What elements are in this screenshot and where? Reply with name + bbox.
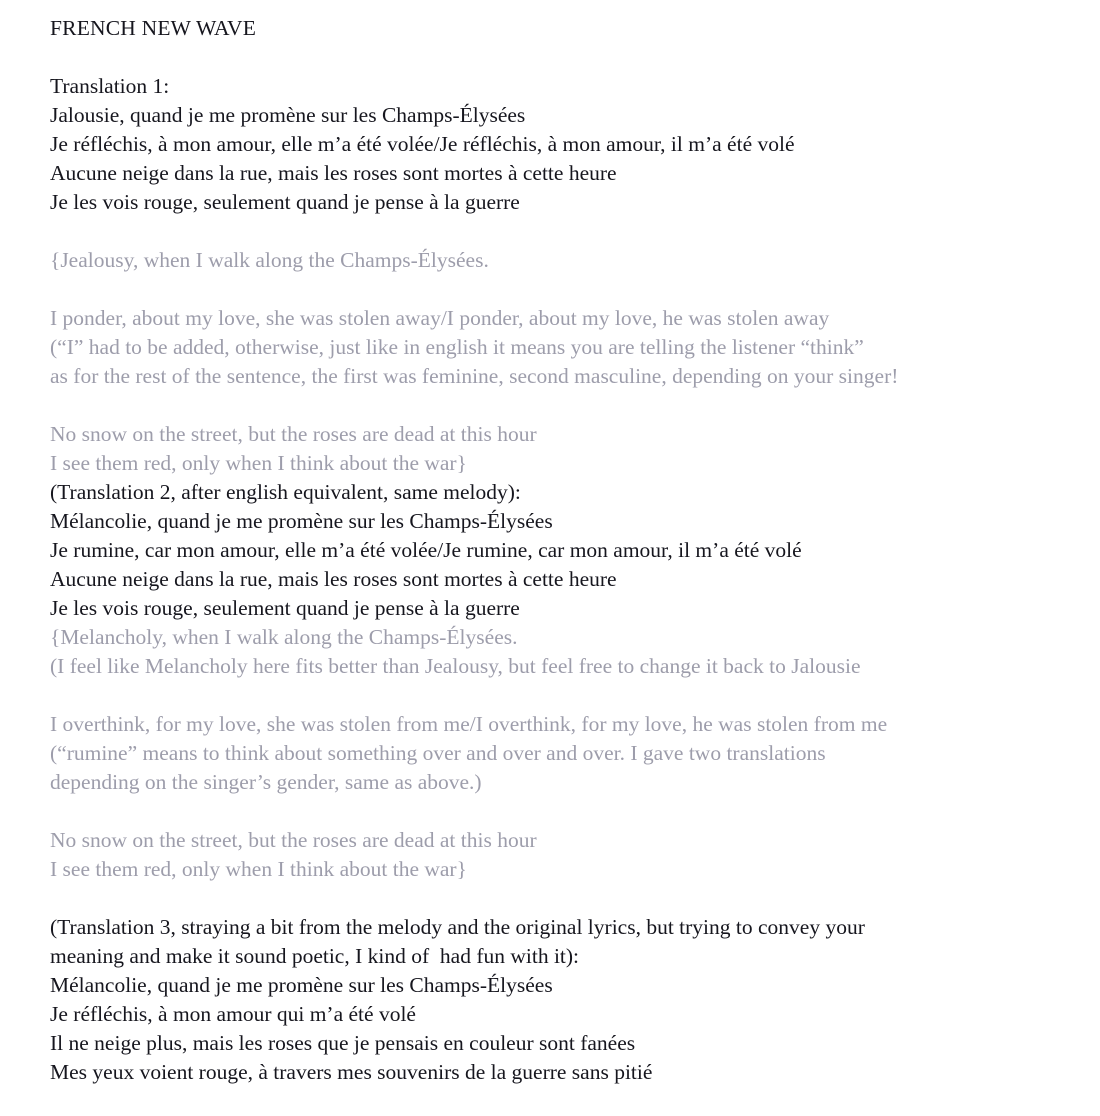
text-line: I see them red, only when I think about the war}: [50, 451, 467, 475]
text-line: (“rumine” means to think about something over and over and over. I gave two translations: [50, 741, 826, 765]
text-line: I see them red, only when I think about the war}: [50, 857, 467, 881]
text-block-translation-1-gloss-ponder: [50, 304, 1070, 391]
text-line: (Translation 3, straying a bit from the melody and the original lyrics, but trying to convey your: [50, 915, 865, 939]
text-line: I ponder, about my love, she was stolen away/I ponder, about my love, he was stolen away: [50, 306, 830, 330]
page-title: FRENCH NEW WAVE: [50, 16, 257, 40]
text-line: Je réfléchis, à mon amour, elle m’a été volée/Je réfléchis, à mon amour, il m’a été volé: [50, 132, 795, 156]
text-line: Mélancolie, quand je me promène sur les Champs-Élysées: [50, 973, 553, 997]
text-line: No snow on the street, but the roses are dead at this hour: [50, 422, 537, 446]
text-line: (Translation 2, after english equivalent, same melody):: [50, 480, 521, 504]
text-block-translation-1-heading-and-lyrics: [50, 72, 1070, 217]
paragraph-spacer: [50, 391, 1070, 420]
text-line: No snow on the street, but the roses are dead at this hour: [50, 828, 537, 852]
text-line: meaning and make it sound poetic, I kind of had fun with it):: [50, 944, 580, 968]
text-block-translation-1-gloss-closing: [50, 420, 1070, 478]
text-line: Mes yeux voient rouge, à travers mes souvenirs de la guerre sans pitié: [50, 1060, 653, 1084]
paragraph-spacer: [50, 884, 1070, 913]
text-line: Je les vois rouge, seulement quand je pense à la guerre: [50, 596, 520, 620]
text-line: I overthink, for my love, she was stolen from me/I overthink, for my love, he was stolen from me: [50, 712, 888, 736]
text-line: depending on the singer’s gender, same as above.): [50, 770, 482, 794]
paragraph-spacer: [50, 681, 1070, 710]
text-line: Mélancolie, quand je me promène sur les Champs-Élysées: [50, 509, 553, 533]
text-block-translation-2-gloss-opening: [50, 623, 1070, 681]
text-block-translation-1-gloss-opening: [50, 246, 1070, 275]
text-line: Translation 1:: [50, 74, 170, 98]
text-line: Aucune neige dans la rue, mais les roses sont mortes à cette heure: [50, 161, 617, 185]
text-line: {Melancholy, when I walk along the Champs-Élysées.: [50, 625, 518, 649]
text-line: Il ne neige plus, mais les roses que je pensais en couleur sont fanées: [50, 1031, 636, 1055]
paragraph-spacer: [50, 797, 1070, 826]
text-block-translation-2-gloss-closing: [50, 826, 1070, 884]
text-line: Je réfléchis, à mon amour qui m’a été volé: [50, 1002, 416, 1026]
paragraph-spacer: [50, 217, 1070, 246]
text-line: Jalousie, quand je me promène sur les Champs-Élysées: [50, 103, 526, 127]
text-line: Je rumine, car mon amour, elle m’a été volée/Je rumine, car mon amour, il m’a été volé: [50, 538, 802, 562]
text-block-translation-2-gloss-overthink: [50, 710, 1070, 797]
paragraph-spacer: [50, 275, 1070, 304]
text-block-translation-3-heading-and-lyrics: [50, 913, 1070, 1087]
text-line: as for the rest of the sentence, the first was feminine, second masculine, depending on your singer!: [50, 364, 899, 388]
text-line: (I feel like Melancholy here fits better than Jealousy, but feel free to change it back to Jalousie: [50, 654, 861, 678]
text-block-translation-2-heading-and-lyrics: [50, 478, 1070, 623]
text-line: (“I” had to be added, otherwise, just like in english it means you are telling the listener “think”: [50, 335, 864, 359]
text-line: {Jealousy, when I walk along the Champs-Élysées.: [50, 248, 489, 272]
text-line: Je les vois rouge, seulement quand je pense à la guerre: [50, 190, 520, 214]
text-line: Aucune neige dans la rue, mais les roses sont mortes à cette heure: [50, 567, 617, 591]
document-body: [50, 72, 1070, 1087]
